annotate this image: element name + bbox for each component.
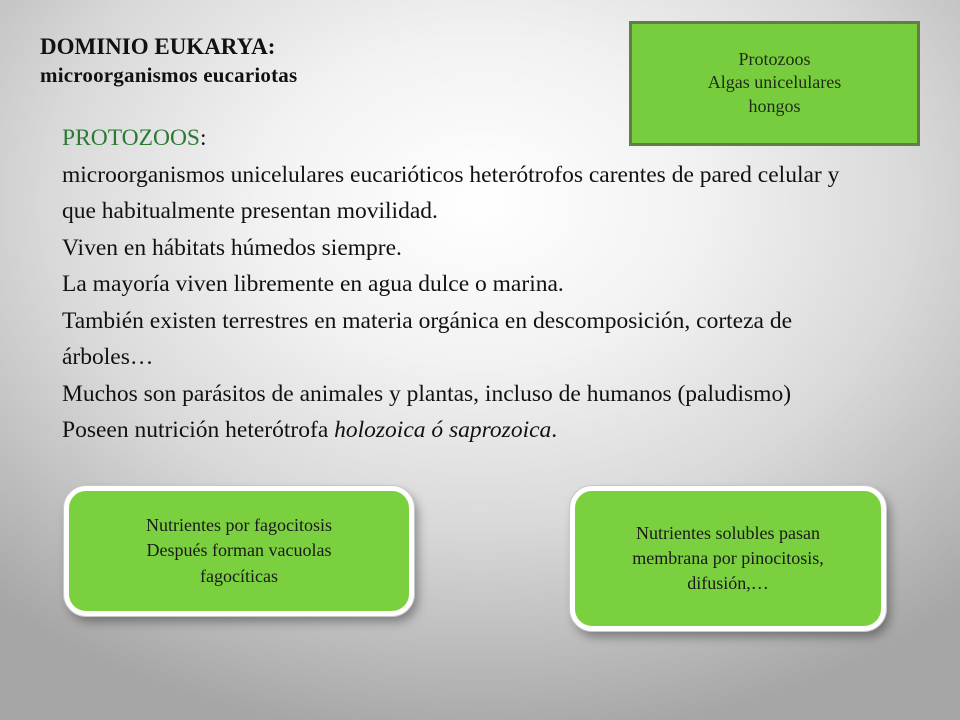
- callout-line: Nutrientes por fagocitosis: [146, 515, 332, 536]
- paragraph: La mayoría viven libremente en agua dulce o marina.: [62, 271, 564, 297]
- callout-pinocytosis: [570, 486, 886, 631]
- callout-line: Nutrientes solubles pasan: [636, 522, 820, 543]
- nutrition-types: holozoica ó saprozoica: [334, 417, 552, 443]
- nutrition-suffix: .: [551, 417, 558, 443]
- paragraph: Muchos son parásitos de animales y plantas, incluso de humanos (paludismo): [62, 380, 792, 407]
- section-heading-text: PROTOZOOS: [62, 125, 200, 151]
- callout-line: difusión,…: [687, 573, 769, 594]
- nutrition-prefix: Poseen nutrición heterótrofa: [62, 417, 335, 443]
- title-subtitle: microorganismos eucariotas: [40, 62, 298, 87]
- paragraph: Viven en hábitats húmedos siempre.: [62, 234, 402, 261]
- classification-item: hongos: [748, 95, 801, 116]
- classification-item: Algas unicelulares: [707, 72, 842, 93]
- protozoa-description: [62, 120, 852, 449]
- classification-item: Protozoos: [738, 49, 811, 69]
- callout-phagocytosis: [64, 486, 414, 616]
- callout-line: membrana por pinocitosis,: [632, 547, 824, 568]
- callout-line: fagocíticas: [200, 565, 278, 586]
- section-heading: [62, 120, 852, 157]
- slide-title: [40, 32, 297, 89]
- callout-line: Después forman vacuolas: [146, 540, 332, 561]
- section-heading-colon: :: [199, 125, 207, 151]
- title-domain: DOMINIO EUKARYA:: [40, 34, 276, 59]
- paragraph-nutrition: [62, 412, 852, 449]
- paragraph: También existen terrestres en materia orgánica en descomposición, corteza de árboles…: [62, 307, 793, 370]
- paragraph: microorganismos unicelulares eucarióticos heterótrofos carentes de pared celular y que habitualmente presentan movilidad.: [62, 161, 840, 224]
